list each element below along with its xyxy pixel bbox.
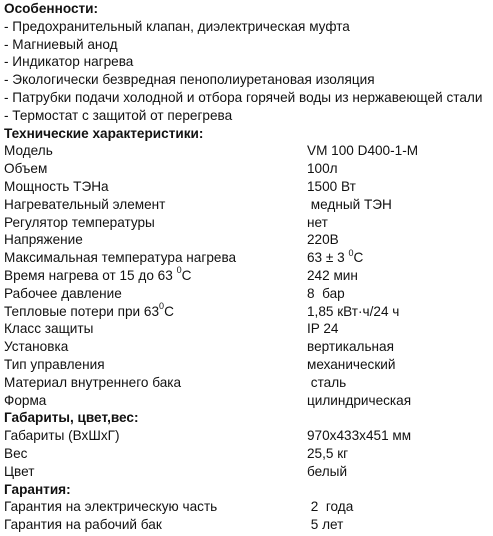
spec-value xyxy=(307,196,392,214)
spec-value xyxy=(307,303,399,321)
degree-sup: 0 xyxy=(159,301,165,312)
spec-row xyxy=(4,267,493,285)
spec-value-text: IP 24 xyxy=(307,321,339,337)
spec-label-text: Форма xyxy=(4,392,47,408)
dimensions-heading: Габариты, цвет,вес: xyxy=(4,410,139,426)
spec-label xyxy=(4,463,34,481)
feature-item: - Магниевый анод xyxy=(4,36,118,52)
warranty-heading: Гарантия: xyxy=(4,481,71,497)
spec-row xyxy=(4,338,493,356)
spec-value-text: 242 мин xyxy=(307,267,358,283)
spec-value-text: 1,85 кВт·ч/24 ч xyxy=(307,303,400,319)
spec-value xyxy=(307,516,343,534)
spec-value-text: механический xyxy=(307,356,396,372)
spec-label-text: Нагревательный элемент xyxy=(4,196,166,212)
unit-text: C xyxy=(181,267,192,283)
feature-item: - Патрубки подачи холодной и отбора горячей воды из нержавеющей стали xyxy=(4,89,483,105)
spec-label xyxy=(4,392,46,410)
spec-value-text: вертикальная xyxy=(307,339,394,355)
spec-value-text: 25,5 кг xyxy=(307,445,349,461)
spec-row xyxy=(4,427,493,445)
spec-value-text: цилиндрическая xyxy=(307,392,412,408)
spec-label xyxy=(4,214,155,232)
spec-label-text: Гарантия на рабочий бак xyxy=(4,517,162,533)
spec-label-text: Тип управления xyxy=(4,356,105,372)
spec-row xyxy=(4,516,493,534)
spec-label xyxy=(4,178,109,196)
spec-label-text: Регулятор температуры xyxy=(4,214,155,230)
spec-row xyxy=(4,392,493,410)
spec-row xyxy=(4,356,493,374)
spec-row xyxy=(4,303,493,321)
spec-label-text: Напряжение xyxy=(4,232,83,248)
spec-row xyxy=(4,463,493,481)
spec-value xyxy=(307,249,363,267)
spec-value xyxy=(307,445,348,463)
spec-label xyxy=(4,498,217,516)
spec-value-text: 5 лет xyxy=(307,517,344,533)
spec-value xyxy=(307,463,347,481)
spec-value-text: 970x433x451 мм xyxy=(307,428,412,444)
spec-value-text: 1500 Вт xyxy=(307,178,356,194)
spec-row xyxy=(4,231,493,249)
spec-value xyxy=(307,338,394,356)
spec-row xyxy=(4,249,493,267)
spec-row xyxy=(4,445,493,463)
spec-value xyxy=(307,142,418,160)
spec-label xyxy=(4,196,165,214)
feature-item: - Предохранительный клапан, диэлектрическая муфта xyxy=(4,18,350,34)
spec-label-text: Цвет xyxy=(4,463,35,479)
spec-row xyxy=(4,178,493,196)
spec-row xyxy=(4,142,493,160)
spec-value xyxy=(307,160,338,178)
spec-value xyxy=(307,267,358,285)
spec-row xyxy=(4,374,493,392)
spec-value-text: 100л xyxy=(307,161,338,177)
unit-text: C xyxy=(353,250,364,266)
feature-item: - Экологически безвредная пенополиуретановая изоляция xyxy=(4,72,375,88)
spec-value xyxy=(307,356,396,374)
spec-label-text: Рабочее давление xyxy=(4,285,122,301)
spec-value-text: 8 бар xyxy=(307,285,345,301)
spec-label-text: Время нагрева от 15 до 63 xyxy=(4,267,177,283)
spec-value xyxy=(307,285,345,303)
unit-text: C xyxy=(164,303,174,319)
spec-value xyxy=(307,498,353,516)
spec-label xyxy=(4,516,162,534)
spec-value-text: медный ТЭН xyxy=(307,196,392,212)
spec-label xyxy=(4,320,93,338)
dimensions-table xyxy=(4,427,493,480)
spec-label-text: Класс защиты xyxy=(4,321,94,337)
degree-sup: 0 xyxy=(176,265,182,276)
spec-label-text: Мощность ТЭНа xyxy=(4,178,109,194)
spec-label-text: Тепловые потери при 63 xyxy=(4,303,160,319)
spec-label xyxy=(4,267,191,285)
spec-label xyxy=(4,285,122,303)
spec-label-text: Гарантия на электрическую часть xyxy=(4,499,218,515)
spec-row xyxy=(4,285,493,303)
spec-value xyxy=(307,320,339,338)
spec-label xyxy=(4,427,120,445)
spec-value xyxy=(307,231,339,249)
feature-item: - Термостат с защитой от перегрева xyxy=(4,107,233,123)
spec-label xyxy=(4,356,105,374)
spec-value-text: нет xyxy=(307,214,328,230)
spec-label xyxy=(4,303,174,321)
spec-row xyxy=(4,160,493,178)
spec-label-text: Объем xyxy=(4,161,48,177)
spec-label xyxy=(4,338,68,356)
degree-sup: 0 xyxy=(348,247,354,258)
spec-row xyxy=(4,196,493,214)
spec-label-text: Материал внутреннего бака xyxy=(4,374,182,390)
spec-value-text: сталь xyxy=(307,374,347,390)
spec-label-text: Установка xyxy=(4,339,69,355)
spec-value xyxy=(307,427,411,445)
spec-row xyxy=(4,320,493,338)
features-list xyxy=(4,18,493,125)
spec-label-text: Модель xyxy=(4,143,53,159)
spec-row xyxy=(4,498,493,516)
spec-label xyxy=(4,231,83,249)
spec-value xyxy=(307,392,411,410)
features-heading: Особенности: xyxy=(4,1,99,16)
spec-label-text: Вес xyxy=(4,445,28,461)
spec-value xyxy=(307,374,346,392)
spec-label xyxy=(4,160,47,178)
spec-label xyxy=(4,142,53,160)
spec-row xyxy=(4,214,493,232)
spec-label xyxy=(4,445,27,463)
spec-value-text: 2 года xyxy=(307,499,354,515)
spec-label xyxy=(4,249,236,267)
spec-value-text: белый xyxy=(307,463,348,479)
spec-label-text: Габариты (ВхШхГ) xyxy=(4,428,120,444)
specs-table xyxy=(4,142,493,409)
feature-item: - Индикатор нагрева xyxy=(4,54,134,70)
spec-value-text: 63 ± 3 xyxy=(307,250,349,266)
warranty-table xyxy=(4,498,493,534)
spec-value-text: 220В xyxy=(307,232,339,248)
spec-value-text: VM 100 D400-1-M xyxy=(307,143,419,159)
spec-label xyxy=(4,374,181,392)
spec-value xyxy=(307,178,356,196)
specs-heading: Технические характеристики: xyxy=(4,125,204,141)
spec-label-text: Максимальная температура нагрева xyxy=(4,250,237,266)
spec-value xyxy=(307,214,328,232)
